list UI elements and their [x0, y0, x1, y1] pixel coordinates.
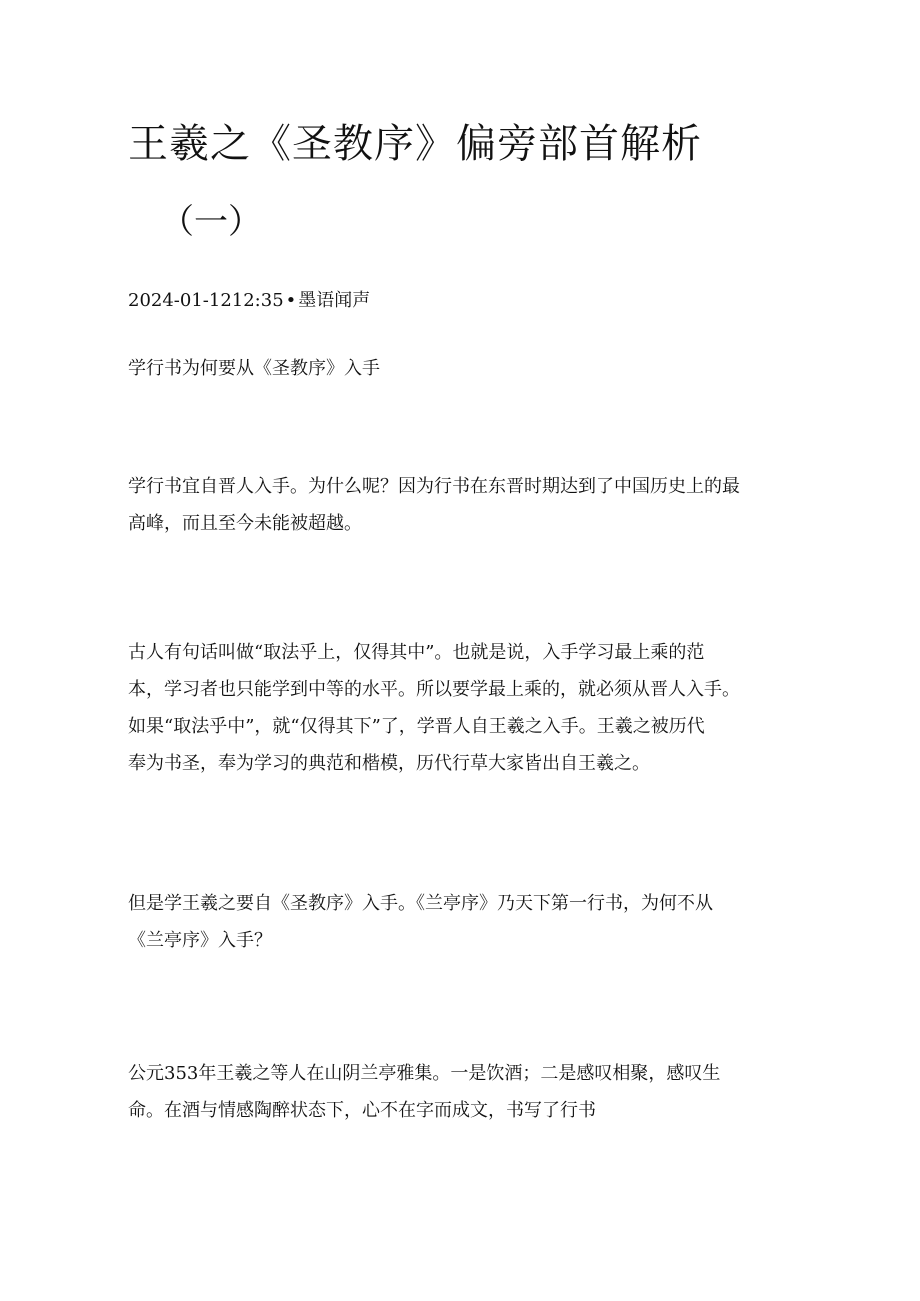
article-meta: [128, 288, 370, 314]
publish-date: 2024-01-1212:35: [128, 290, 284, 311]
paragraph-line: 命。在酒与情感陶醉状态下，心不在字而成文，书写了行书: [128, 1100, 596, 1121]
article-subtitle: （一）: [160, 202, 262, 242]
paragraph-line: 《兰亭序》入手？: [128, 930, 272, 951]
paragraph-4: [128, 1055, 818, 1129]
paragraph-line: 古人有句话叫做“取法乎上，仅得其中”。也就是说，入手学习最上乘的范: [128, 642, 705, 663]
paragraph-line: 本，学习者也只能学到中等的水平。所以要学最上乘的，就必须从晋人入手。: [128, 679, 740, 700]
paragraph-1: [128, 468, 818, 542]
article-title: 王羲之《圣教序》偏旁部首解析: [128, 121, 702, 167]
author-name: 墨语闻声: [298, 290, 371, 311]
paragraph-line: 奉为书圣，奉为学习的典范和楷模，历代行草大家皆出自王羲之。: [128, 753, 650, 774]
paragraph-line: 但是学王羲之要自《圣教序》入手。《兰亭序》乃天下第一行书，为何不从: [128, 893, 713, 914]
meta-separator: •: [285, 290, 297, 311]
paragraph-line: 公元353年王羲之等人在山阴兰亭雅集。一是饮酒；二是感叹相聚，感叹生: [128, 1063, 721, 1084]
paragraph-line: 如果“取法乎中”，就“仅得其下”了，学晋人自王羲之入手。王羲之被历代: [128, 716, 705, 737]
section-heading: 学行书为何要从《圣教序》入手: [128, 358, 380, 379]
paragraph-line: 学行书宜自晋人入手。为什么呢？因为行书在东晋时期达到了中国历史上的最: [128, 476, 740, 497]
paragraph-2: [128, 634, 818, 782]
paragraph-line: 高峰，而且至今未能被超越。: [128, 513, 362, 534]
paragraph-3: [128, 885, 818, 959]
